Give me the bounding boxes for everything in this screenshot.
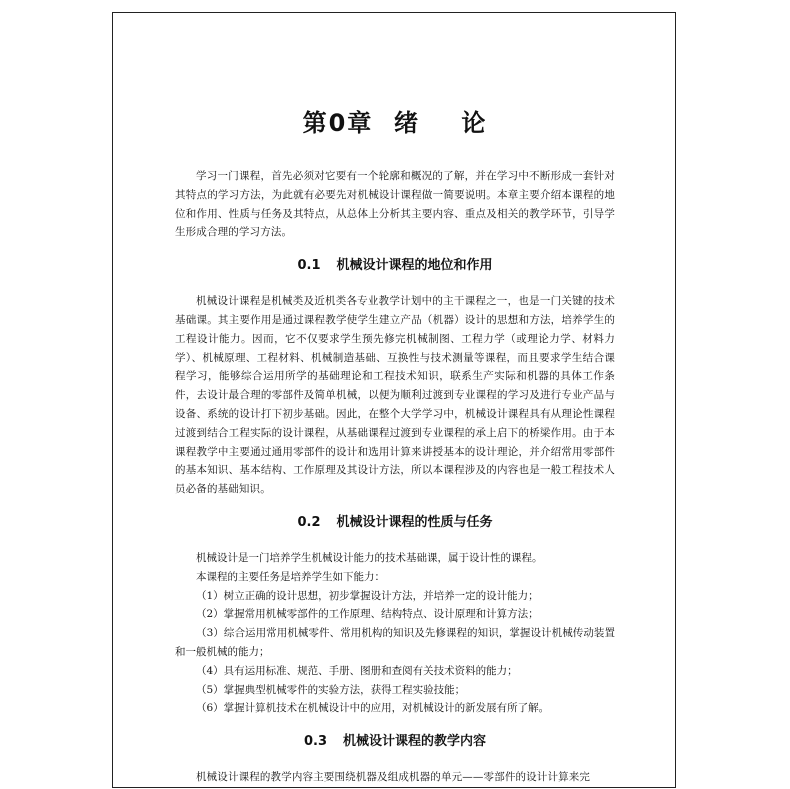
task-item: （6）掌握计算机技术在机械设计中的应用，对机械设计的新发展有所了解。 bbox=[196, 702, 550, 715]
page-content bbox=[175, 105, 615, 787]
task-item: （5）掌握典型机械零件的实验方法，获得工程实验技能； bbox=[196, 683, 466, 696]
section-0-2-line: 本课程的主要任务是培养学生如下能力： bbox=[196, 570, 385, 583]
task-item: （1）树立正确的设计思想，初步掌握设计方法，并培养一定的设计能力； bbox=[196, 589, 539, 602]
task-item: （3）综合运用常用机械零件、常用机构的知识及先修课程的知识，掌握设计机械传动装置和一般机械的能力； bbox=[175, 627, 615, 658]
section-number: 0.3 bbox=[303, 734, 327, 750]
chapter-title: 第0章 绪 论 bbox=[302, 109, 488, 137]
section-heading-0-2 bbox=[175, 513, 615, 533]
section-title: 机械设计课程的教学内容 bbox=[343, 734, 487, 750]
task-item: （2）掌握常用机械零部件的工作原理、结构特点、设计原理和计算方法； bbox=[196, 608, 539, 621]
section-0-1-paragraph: 机械设计课程是机械类及近机类各专业教学计划中的主干课程之一，也是一门关键的技术基础课。其主要作用是通过课程教学使学生建立产品（机器）设计的思想和方法，培养学生的工程设计能力。因而，它不仅要求学生预先修完机械制图、工程力学（或理论力学、材料力学）、机械原理、工程材料、机械制造基础、互换性与技术测量等课程，而且要求学生结合课程学习，能够综合运用所学的基础理论和工程技术知识，联系生产实际和机器的具体工作条件，去设计最合理的零部件及简单机械，以便为顺利过渡到专业课程的学习及进行专业产品与设备、系统的设计打下初步基础。因此，在整个大学学习中，机械设计课程具有从理论性课程过渡到结合工程实际的设计课程，从基础课程过渡到专业课程的承上启下的桥梁作用。由于本课程教学中主要通过通用零部件的设计和选用计算来讲授基本的设计理论，并介绍常用零部件的基本知识、基本结构、工作原理及其设计方法，所以本课程涉及的内容也是一般工程技术人员必备的基础知识。 bbox=[175, 295, 615, 496]
section-heading-0-1 bbox=[175, 256, 615, 276]
section-0-3-paragraph: 机械设计课程的教学内容主要围绕机器及组成机器的单元——零部件的设计计算来完 bbox=[196, 771, 591, 784]
section-title: 机械设计课程的地位和作用 bbox=[336, 258, 493, 274]
intro-paragraph: 学习一门课程，首先必须对它要有一个轮廓和概况的了解，并在学习中不断形成一套针对其特点的学习方法，为此就有必要先对机械设计课程做一简要说明。本章主要介绍本课程的地位和作用、性质与任务及其特点，从总体上分析其主要内容、重点及相关的教学环节，引导学生形成合理的学习方法。 bbox=[175, 170, 615, 239]
section-number: 0.2 bbox=[297, 514, 321, 530]
section-title: 机械设计课程的性质与任务 bbox=[336, 514, 493, 530]
section-0-2-line: 机械设计是一门培养学生机械设计能力的技术基础课，属于设计性的课程。 bbox=[196, 551, 543, 564]
section-heading-0-3 bbox=[175, 732, 615, 752]
task-item: （4）具有运用标准、规范、手册、图册和查阅有关技术资料的能力； bbox=[196, 664, 518, 677]
section-number: 0.1 bbox=[297, 258, 321, 274]
book-page bbox=[112, 12, 676, 788]
